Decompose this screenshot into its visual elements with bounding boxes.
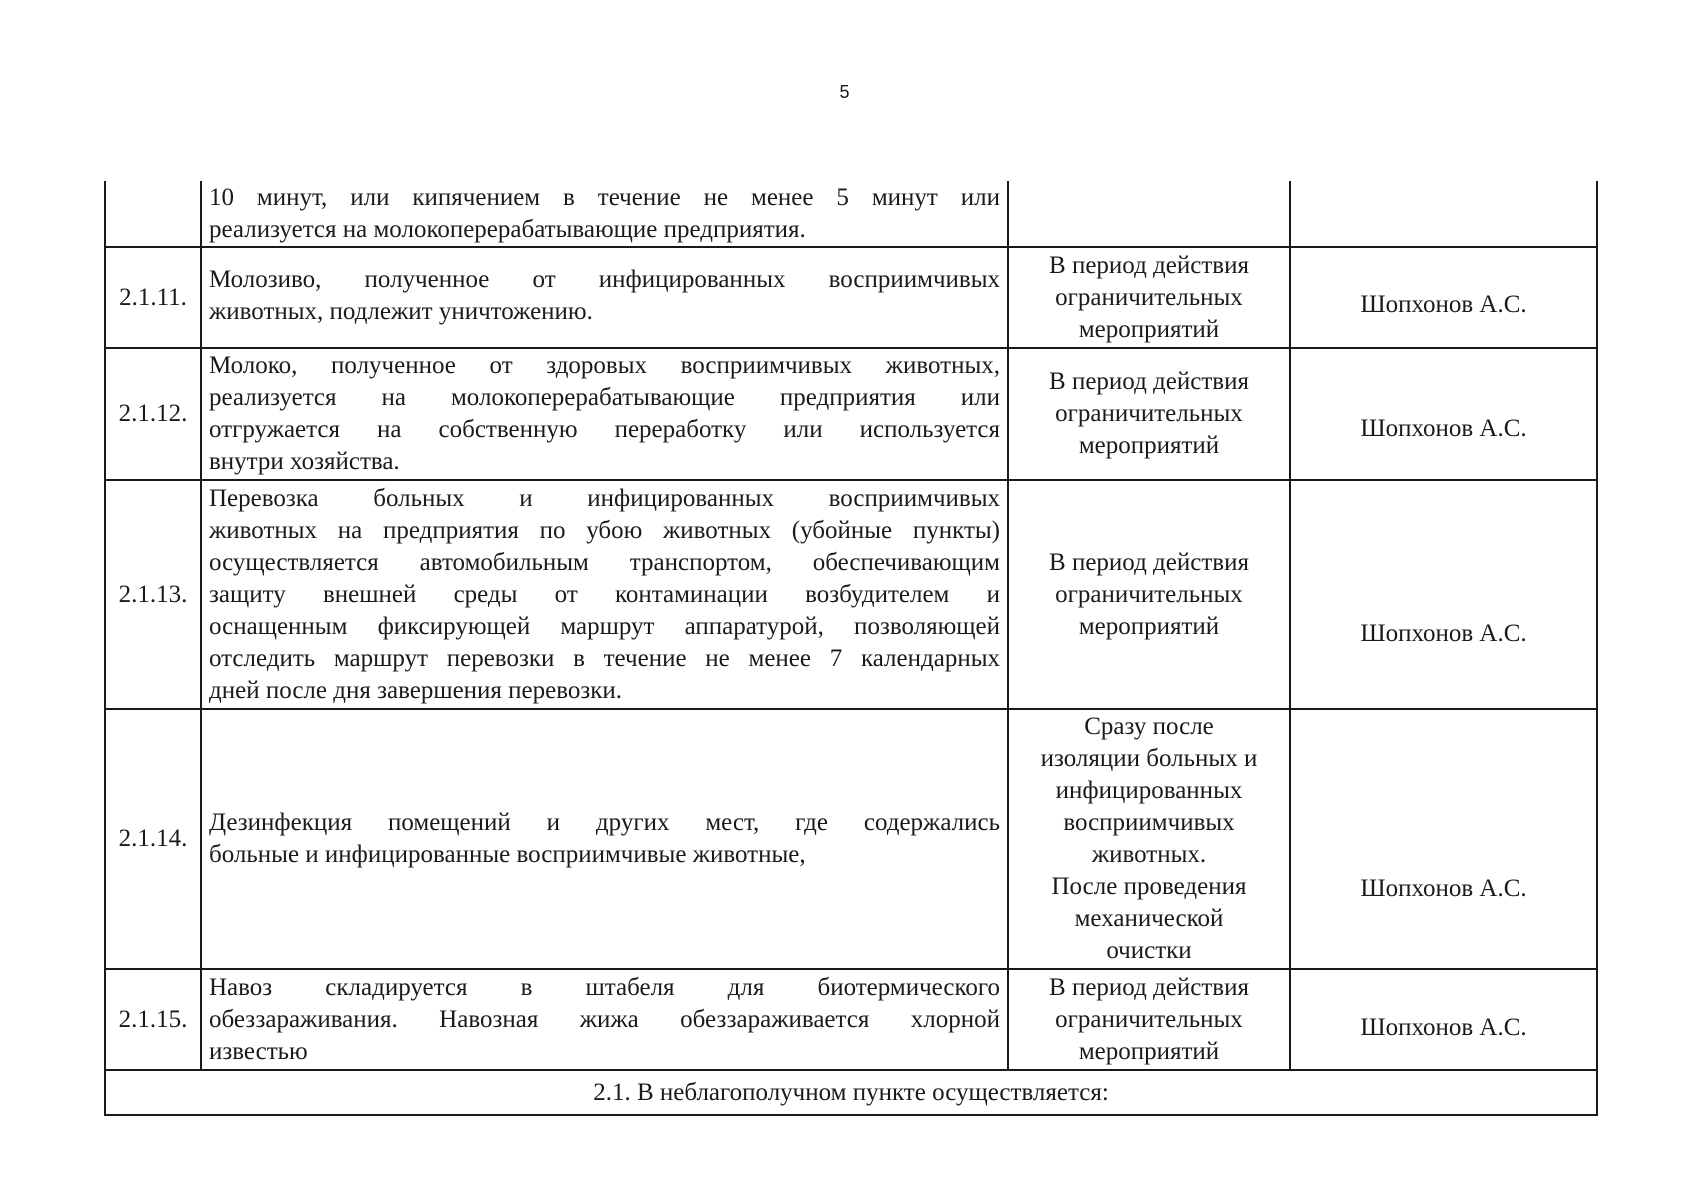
row-description: Молозиво, полученное от инфицированных восприимчивых животных, подлежит уничтожению.	[201, 247, 1008, 348]
table-row	[105, 969, 1597, 1070]
section-row	[105, 1070, 1597, 1115]
row-term: В период действия ограничительных мероприятий	[1008, 969, 1290, 1070]
row-responsible	[1290, 181, 1597, 247]
row-number: 2.1.11.	[105, 247, 201, 348]
section-title: 2.1. В неблагополучном пункте осуществляется:	[105, 1070, 1597, 1115]
row-term: В период действия ограничительных мероприятий	[1008, 480, 1290, 709]
row-term: В период действия ограничительных мероприятий	[1008, 247, 1290, 348]
row-number: 2.1.12.	[105, 348, 201, 480]
row-responsible: Шопхонов А.С.	[1290, 709, 1597, 969]
row-number: 2.1.15.	[105, 969, 201, 1070]
row-responsible: Шопхонов А.С.	[1290, 969, 1597, 1070]
row-description: Дезинфекция помещений и других мест, где содержались больные и инфицированные восприимчивые животные,	[201, 709, 1008, 969]
table-row	[105, 247, 1597, 348]
row-term	[1008, 181, 1290, 247]
row-description: Молоко, полученное от здоровых восприимчивых животных, реализуется на молокоперерабатывающие предприятия или отгружается на собственную переработку или используется внутри хозяйства.	[201, 348, 1008, 480]
row-number: 2.1.13.	[105, 480, 201, 709]
table-row	[105, 480, 1597, 709]
row-number: 2.1.14.	[105, 709, 201, 969]
row-term: В период действия ограничительных мероприятий	[1008, 348, 1290, 480]
row-number	[105, 181, 201, 247]
table-row-continuation	[105, 181, 1597, 247]
row-description: Перевозка больных и инфицированных восприимчивых животных на предприятия по убою животных (убойные пункты) осуществляется автомобильным транспортом, обеспечивающим защиту внешней среды от контаминации возбудителем и оснащенным фиксирующей маршрут аппаратурой, позволяющей отследить маршрут перевозки в течение не менее 7 календарных дней после дня завершения перевозки.	[201, 480, 1008, 709]
table-row	[105, 709, 1597, 969]
page-number: 5	[839, 82, 850, 102]
measures-table	[104, 181, 1598, 1116]
row-responsible: Шопхонов А.С.	[1290, 480, 1597, 709]
row-responsible: Шопхонов А.С.	[1290, 348, 1597, 480]
row-description: 10 минут, или кипячением в течение не менее 5 минут или реализуется на молокоперерабатывающие предприятия.	[201, 181, 1008, 247]
table-row	[105, 348, 1597, 480]
row-responsible: Шопхонов А.С.	[1290, 247, 1597, 348]
row-term: Сразу после изоляции больных и инфицированных восприимчивых животных. После проведения механической очистки	[1008, 709, 1290, 969]
row-description: Навоз складируется в штабеля для биотермического обеззараживания. Навозная жижа обеззараживается хлорной известью	[201, 969, 1008, 1070]
